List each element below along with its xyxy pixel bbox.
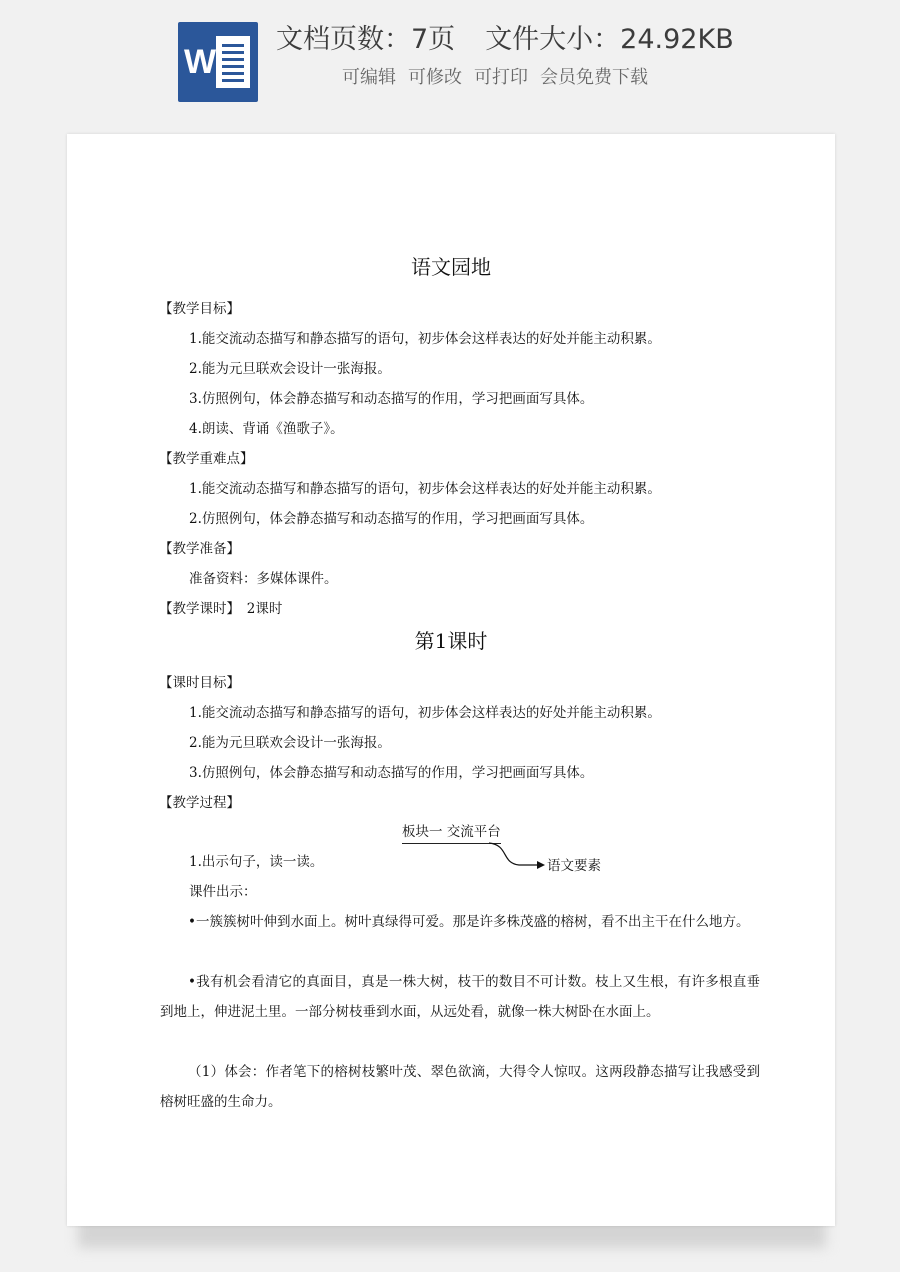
- reflection-paragraph: （1）体会：作者笔下的榕树枝繁叶茂、翠色欲滴，大得令人惊叹。这两段静态描写让我感受到榕树旺盛的生命力。: [160, 1064, 760, 1110]
- feature-member-download: 会员免费下载: [540, 67, 648, 88]
- section-prep-heading: 【教学准备】: [159, 541, 240, 557]
- page-count: 文档页数：7页: [276, 24, 456, 55]
- section-key-heading: 【教学重难点】: [159, 451, 254, 467]
- courseware-sentence: •我有机会看清它的真面目，真是一株大树，枝干的数目不可计数。枝上又生根，有许多根直垂到地上，伸进泥土里。一部分树枝垂到水面，从远处看，就像一株大树卧在水面上。: [160, 974, 760, 1020]
- courseware-label: 课件出示：: [189, 884, 257, 900]
- board-title: 板块一 交流平台: [402, 822, 501, 844]
- step-text: 1.出示句子，读一读。: [189, 854, 324, 870]
- prep-text: 准备资料：多媒体课件。: [189, 571, 338, 587]
- file-size: 文件大小：24.92KB: [485, 24, 734, 55]
- key-item: 2.仿照例句，体会静态描写和动态描写的作用，学习把画面写具体。: [189, 511, 594, 527]
- goal-item: 2.能为元旦联欢会设计一张海报。: [189, 361, 391, 377]
- board-label: 语文要素: [547, 858, 601, 874]
- feature-modifiable: 可修改: [408, 67, 462, 88]
- word-doc-icon: W: [178, 22, 258, 102]
- download-banner: [0, 0, 900, 130]
- goal-item: 4.朗读、背诵《渔歌子》。: [189, 421, 344, 437]
- document-page: [67, 134, 835, 1226]
- key-item: 1.能交流动态描写和静态描写的语句，初步体会这样表达的好处并能主动积累。: [189, 481, 661, 497]
- doc-meta: [276, 20, 796, 60]
- lesson-title: 第1课时: [414, 629, 488, 653]
- goal-item: 3.仿照例句，体会静态描写和动态描写的作用，学习把画面写具体。: [189, 391, 594, 407]
- feature-list: [342, 64, 742, 92]
- feature-printable: 可打印: [474, 67, 528, 88]
- courseware-sentence: •一簇簇树叶伸到水面上。树叶真绿得可爱。那是许多株茂盛的榕树，看不出主干在什么地方。: [188, 914, 750, 930]
- section-lesson-goals-heading: 【课时目标】: [159, 675, 240, 691]
- feature-editable: 可编辑: [342, 67, 396, 88]
- lesson-goal-item: 1.能交流动态描写和静态描写的语句，初步体会这样表达的好处并能主动积累。: [189, 705, 661, 721]
- lesson-goal-item: 3.仿照例句，体会静态描写和动态描写的作用，学习把画面写具体。: [189, 765, 594, 781]
- section-goals-heading: 【教学目标】: [159, 301, 240, 317]
- doc-title: 语文园地: [411, 255, 491, 279]
- lesson-goal-item: 2.能为元旦联欢会设计一张海报。: [189, 735, 391, 751]
- section-process-heading: 【教学过程】: [159, 795, 240, 811]
- section-hours: 【教学课时】 2课时: [159, 601, 283, 617]
- goal-item: 1.能交流动态描写和静态描写的语句，初步体会这样表达的好处并能主动积累。: [189, 331, 661, 347]
